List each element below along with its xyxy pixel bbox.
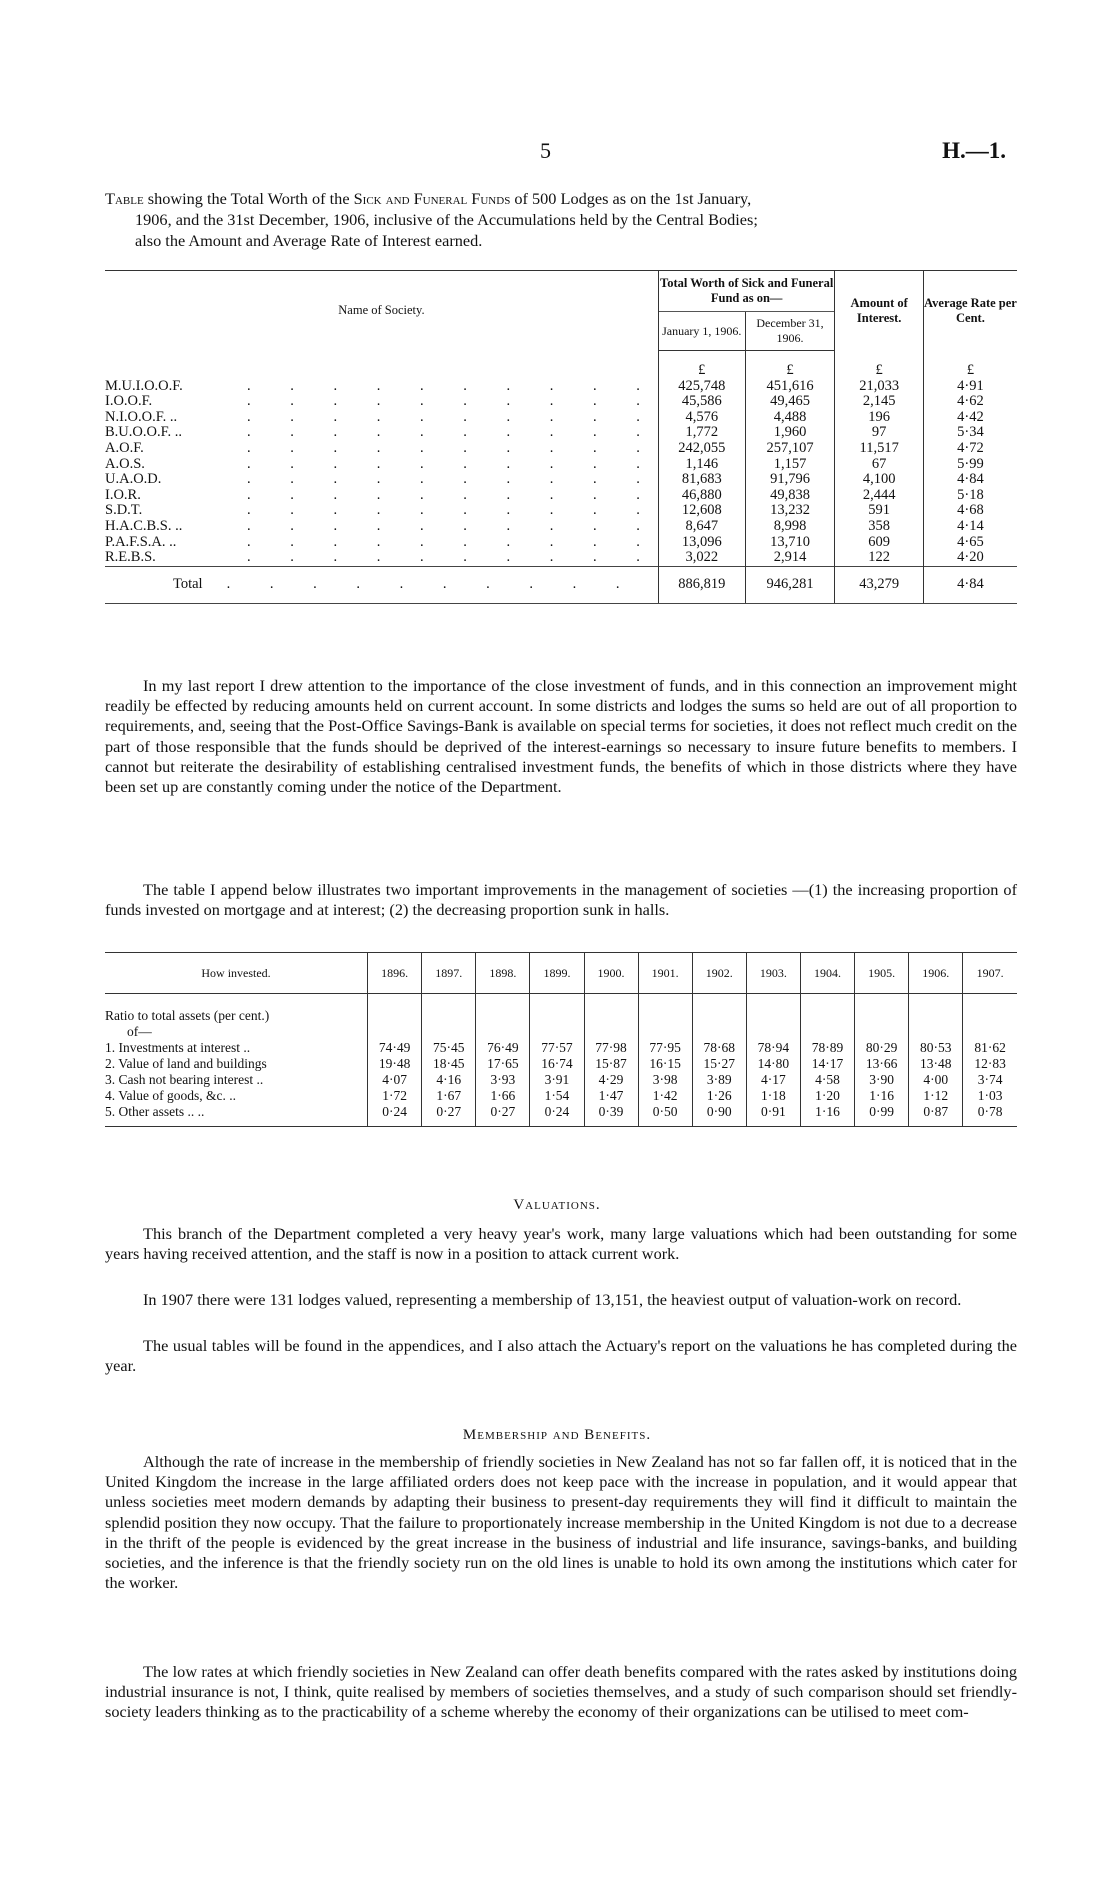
ratio-label-row bbox=[105, 994, 1017, 1025]
investment-value: 4·29 bbox=[584, 1072, 638, 1088]
investment-value: 3·89 bbox=[692, 1072, 746, 1088]
society-jan: 81,683 bbox=[658, 472, 745, 488]
of-label-row bbox=[105, 1024, 1017, 1040]
header-year: 1902. bbox=[692, 953, 746, 994]
society-interest: 609 bbox=[835, 535, 923, 551]
header-year: 1903. bbox=[746, 953, 800, 994]
society-row: H.A.C.B.S. .. . . . . . . . . . . 8,647 8,998 358 4·14 bbox=[105, 519, 1017, 535]
units-row: £ £ £ £ bbox=[105, 351, 1017, 379]
investment-value: 75·45 bbox=[422, 1040, 476, 1056]
society-row: I.O.O.F. . . . . . . . . . . 45,586 49,465 2,145 4·62 bbox=[105, 394, 1017, 410]
total-label: Total bbox=[173, 575, 203, 592]
society-rate: 4·91 bbox=[923, 379, 1017, 395]
society-row: A.O.S. . . . . . . . . . . 1,146 1,157 67 5·99 bbox=[105, 457, 1017, 473]
society-name: H.A.C.B.S. .. bbox=[105, 517, 183, 534]
total-rate: 4·84 bbox=[923, 566, 1017, 603]
society-dec: 2,914 bbox=[745, 550, 835, 566]
investment-value: 12·83 bbox=[963, 1056, 1017, 1072]
header-name-of-society: Name of Society. bbox=[105, 271, 658, 351]
investment-value: 1·26 bbox=[692, 1088, 746, 1104]
header-january-1906: January 1, 1906. bbox=[658, 312, 745, 351]
investment-value: 4·07 bbox=[368, 1072, 422, 1088]
society-name: P.A.F.S.A. .. bbox=[105, 533, 177, 550]
valuations-paragraph-3: The usual tables will be found in the appendices, and I also attach the Actuary's report on the valuations he has completed during the year. bbox=[105, 1336, 1017, 1376]
society-interest: 11,517 bbox=[835, 441, 923, 457]
paragraph-close-investment: In my last report I drew attention to the importance of the close investment of funds, and in this connection an improvement might readily be effected by reducing amounts held on current account. In some districts and lodges the sums so held are out of all proportion to requirements, and, seeing that the Post-Office Savings-Bank is available on special terms for societies, it does not reflect much credit on the part of those responsible that the funds should be deprived of the interest-earnings so necessary to insure future benefits to members. I cannot but reiterate the desirability of establishing centralised investment funds, the benefits of which in those districts where they have been set up are constantly coming under the notice of the Department. bbox=[105, 676, 1017, 797]
investment-value: 77·95 bbox=[638, 1040, 692, 1056]
investment-value: 0·24 bbox=[530, 1104, 584, 1127]
investment-label: 2. Value of land and buildings bbox=[105, 1056, 267, 1071]
society-dec: 13,710 bbox=[745, 535, 835, 551]
society-dec: 91,796 bbox=[745, 472, 835, 488]
investment-value: 0·99 bbox=[855, 1104, 909, 1127]
valuations-paragraph-1: This branch of the Department completed a very heavy year's work, many large valuations which had been outstanding for some years having received attention, and the staff is now in a position to attack current work. bbox=[105, 1224, 1017, 1264]
society-row: A.O.F. . . . . . . . . . . 242,055 257,107 11,517 4·72 bbox=[105, 441, 1017, 457]
investment-value: 19·48 bbox=[368, 1056, 422, 1072]
investment-value: 77·57 bbox=[530, 1040, 584, 1056]
society-name: U.A.O.D. bbox=[105, 471, 162, 488]
society-rate: 5·34 bbox=[923, 425, 1017, 441]
total-interest: 43,279 bbox=[835, 566, 923, 603]
society-jan: 1,772 bbox=[658, 425, 745, 441]
total-row: Total . . . . . . . . . . 886,819 946,281 43,279 4·84 bbox=[105, 566, 1017, 603]
investment-value: 76·49 bbox=[476, 1040, 530, 1056]
investment-value: 0·50 bbox=[638, 1104, 692, 1127]
society-name: I.O.O.F. bbox=[105, 393, 153, 410]
society-interest: 97 bbox=[835, 425, 923, 441]
society-interest: 358 bbox=[835, 519, 923, 535]
society-dec: 451,616 bbox=[745, 379, 835, 395]
society-rate: 4·68 bbox=[923, 503, 1017, 519]
investment-value: 3·98 bbox=[638, 1072, 692, 1088]
header-year: 1901. bbox=[638, 953, 692, 994]
investment-ratio-body bbox=[105, 994, 1017, 1127]
society-dec: 8,998 bbox=[745, 519, 835, 535]
investment-value: 17·65 bbox=[476, 1056, 530, 1072]
society-rate: 5·99 bbox=[923, 457, 1017, 473]
investment-value: 1·54 bbox=[530, 1088, 584, 1104]
society-jan: 1,146 bbox=[658, 457, 745, 473]
society-dec: 49,465 bbox=[745, 394, 835, 410]
society-dec: 1,960 bbox=[745, 425, 835, 441]
membership-heading: Membership and Benefits. bbox=[462, 1427, 652, 1443]
investment-row bbox=[105, 1056, 1017, 1072]
investment-value: 3·90 bbox=[855, 1072, 909, 1088]
society-jan: 3,022 bbox=[658, 550, 745, 566]
table-caption: Table showing the Total Worth of the Sick and Funeral Funds of 500 Lodges as on the 1st January, 1906, and the 31st December, 1906, inclusive of the Accumulations held by the Central Bodies; also the Amount and Average Rate of Interest earned. bbox=[105, 189, 758, 250]
investment-value: 0·87 bbox=[909, 1104, 963, 1127]
society-rate: 4·72 bbox=[923, 441, 1017, 457]
society-jan: 13,096 bbox=[658, 535, 745, 551]
investment-row bbox=[105, 1088, 1017, 1104]
header-amount-of-interest: Amount of Interest. bbox=[835, 271, 923, 351]
header-year: 1897. bbox=[422, 953, 476, 994]
investment-value: 1·03 bbox=[963, 1088, 1017, 1104]
investment-value: 4·17 bbox=[746, 1072, 800, 1088]
society-interest: 122 bbox=[835, 550, 923, 566]
society-interest: 4,100 bbox=[835, 472, 923, 488]
society-name: R.E.B.S. bbox=[105, 549, 156, 566]
society-interest: 591 bbox=[835, 503, 923, 519]
investment-value: 3·91 bbox=[530, 1072, 584, 1088]
society-interest: 21,033 bbox=[835, 379, 923, 395]
society-row: B.U.O.O.F. .. . . . . . . . . . . 1,772 1,960 97 5·34 bbox=[105, 425, 1017, 441]
investment-value: 13·48 bbox=[909, 1056, 963, 1072]
society-name: I.O.R. bbox=[105, 486, 141, 503]
header-average-rate: Average Rate per Cent. bbox=[923, 271, 1017, 351]
investment-value: 1·12 bbox=[909, 1088, 963, 1104]
investment-value: 81·62 bbox=[963, 1040, 1017, 1056]
investment-value: 3·74 bbox=[963, 1072, 1017, 1088]
investment-label: 5. Other assets .. .. bbox=[105, 1104, 368, 1127]
investment-value: 14·80 bbox=[746, 1056, 800, 1072]
society-name: M.U.I.O.O.F. bbox=[105, 377, 183, 394]
investment-value: 1·47 bbox=[584, 1088, 638, 1104]
investment-value: 16·74 bbox=[530, 1056, 584, 1072]
investment-value: 1·42 bbox=[638, 1088, 692, 1104]
header-total-worth: Total Worth of Sick and Funeral Fund as on— bbox=[658, 271, 835, 312]
society-dec: 1,157 bbox=[745, 457, 835, 473]
membership-paragraph-2: The low rates at which friendly societies in New Zealand can offer death benefits compared with the rates asked by institutions doing industrial insurance is not, I think, quite realised by members of societies themselves, and a study of such comparison should set friendly-society leaders thinking as to the practicability of a scheme whereby the economy of their organizations can be utilised to meet com- bbox=[105, 1662, 1017, 1722]
investment-value: 74·49 bbox=[368, 1040, 422, 1056]
investment-value: 80·29 bbox=[855, 1040, 909, 1056]
investment-value: 0·78 bbox=[963, 1104, 1017, 1127]
investment-label: 3. Cash not bearing interest .. bbox=[105, 1072, 264, 1087]
paragraph-append-table: The table I append below illustrates two important improvements in the management of societies —(1) the increasing proportion of funds invested on mortgage and at interest; (2) the decreasing proportion sunk in halls. bbox=[105, 880, 1017, 920]
page-header bbox=[0, 138, 1114, 168]
investment-value: 0·24 bbox=[368, 1104, 422, 1127]
investment-value: 0·90 bbox=[692, 1104, 746, 1127]
investment-value: 1·66 bbox=[476, 1088, 530, 1104]
lodge-funds-table bbox=[105, 270, 1017, 604]
investment-value: 4·16 bbox=[422, 1072, 476, 1088]
ratio-label: Ratio to total assets (per cent.) bbox=[105, 1008, 270, 1023]
investment-value: 14·17 bbox=[800, 1056, 854, 1072]
society-row: P.A.F.S.A. .. . . . . . . . . . . 13,096 13,710 609 4·65 bbox=[105, 535, 1017, 551]
investment-value: 1·16 bbox=[800, 1104, 854, 1127]
society-row: N.I.O.O.F. .. . . . . . . . . . . 4,576 4,488 196 4·42 bbox=[105, 410, 1017, 426]
society-row: R.E.B.S. . . . . . . . . . . 3,022 2,914 122 4·20 bbox=[105, 550, 1017, 566]
society-name: A.O.S. bbox=[105, 455, 145, 472]
society-rate: 5·18 bbox=[923, 488, 1017, 504]
investment-value: 77·98 bbox=[584, 1040, 638, 1056]
society-row: M.U.I.O.O.F. . . . . . . . . . . 425,748 451,616 21,033 4·91 bbox=[105, 379, 1017, 395]
valuations-paragraph-2: In 1907 there were 131 lodges valued, representing a membership of 13,151, the heaviest output of valuation-work on record. bbox=[143, 1290, 962, 1309]
investment-value: 0·39 bbox=[584, 1104, 638, 1127]
investment-label: 1. Investments at interest .. bbox=[105, 1040, 251, 1055]
society-name: B.U.O.O.F. .. bbox=[105, 424, 182, 441]
society-rate: 4·62 bbox=[923, 394, 1017, 410]
society-name: A.O.F. bbox=[105, 439, 144, 456]
caption-table-word: Table bbox=[105, 189, 144, 208]
header-year: 1905. bbox=[855, 953, 909, 994]
total-dec: 946,281 bbox=[745, 566, 835, 603]
society-rate: 4·20 bbox=[923, 550, 1017, 566]
society-interest: 67 bbox=[835, 457, 923, 473]
investment-header-row bbox=[105, 953, 1017, 994]
valuations-heading: Valuations. bbox=[513, 1197, 601, 1213]
investment-value: 0·91 bbox=[746, 1104, 800, 1127]
investment-value: 18·45 bbox=[422, 1056, 476, 1072]
society-row: S.D.T. . . . . . . . . . . 12,608 13,232 591 4·68 bbox=[105, 503, 1017, 519]
investment-value: 80·53 bbox=[909, 1040, 963, 1056]
investment-row bbox=[105, 1072, 1017, 1088]
society-jan: 12,608 bbox=[658, 503, 745, 519]
society-rate: 4·84 bbox=[923, 472, 1017, 488]
header-year: 1906. bbox=[909, 953, 963, 994]
investment-value: 1·16 bbox=[855, 1088, 909, 1104]
investment-value: 1·18 bbox=[746, 1088, 800, 1104]
investment-ratio-table bbox=[105, 952, 1017, 1127]
society-rate: 4·65 bbox=[923, 535, 1017, 551]
of-label: of— bbox=[127, 1024, 152, 1039]
investment-value: 4·00 bbox=[909, 1072, 963, 1088]
investment-value: 1·67 bbox=[422, 1088, 476, 1104]
investment-row bbox=[105, 1040, 1017, 1056]
investment-value: 1·72 bbox=[368, 1088, 422, 1104]
society-interest: 196 bbox=[835, 410, 923, 426]
society-row: U.A.O.D. . . . . . . . . . . 81,683 91,796 4,100 4·84 bbox=[105, 472, 1017, 488]
investment-value: 15·87 bbox=[584, 1056, 638, 1072]
investment-value: 78·68 bbox=[692, 1040, 746, 1056]
society-row: I.O.R. . . . . . . . . . . 46,880 49,838 2,444 5·18 bbox=[105, 488, 1017, 504]
header-how-invested: How invested. bbox=[105, 953, 368, 994]
investment-label: 4. Value of goods, &c. .. bbox=[105, 1088, 236, 1103]
investment-value: 0·27 bbox=[422, 1104, 476, 1127]
investment-value: 1·20 bbox=[800, 1088, 854, 1104]
society-jan: 4,576 bbox=[658, 410, 745, 426]
society-interest: 2,444 bbox=[835, 488, 923, 504]
society-dec: 4,488 bbox=[745, 410, 835, 426]
header-december-1906: December 31, 1906. bbox=[745, 312, 835, 351]
page-number: 5 bbox=[540, 138, 551, 163]
investment-value: 78·94 bbox=[746, 1040, 800, 1056]
society-dec: 13,232 bbox=[745, 503, 835, 519]
society-name: N.I.O.O.F. .. bbox=[105, 408, 178, 425]
total-jan: 886,819 bbox=[658, 566, 745, 603]
investment-value: 78·89 bbox=[800, 1040, 854, 1056]
society-rate: 4·42 bbox=[923, 410, 1017, 426]
header-year: 1899. bbox=[530, 953, 584, 994]
society-jan: 242,055 bbox=[658, 441, 745, 457]
investment-value: 3·93 bbox=[476, 1072, 530, 1088]
society-jan: 46,880 bbox=[658, 488, 745, 504]
society-jan: 45,586 bbox=[658, 394, 745, 410]
header-year: 1898. bbox=[476, 953, 530, 994]
header-year: 1907. bbox=[963, 953, 1017, 994]
society-rate: 4·14 bbox=[923, 519, 1017, 535]
society-interest: 2,145 bbox=[835, 394, 923, 410]
society-dec: 257,107 bbox=[745, 441, 835, 457]
investment-value: 13·66 bbox=[855, 1056, 909, 1072]
society-jan: 8,647 bbox=[658, 519, 745, 535]
lodge-funds-body bbox=[105, 351, 1017, 567]
header-year: 1900. bbox=[584, 953, 638, 994]
investment-value: 0·27 bbox=[476, 1104, 530, 1127]
society-dec: 49,838 bbox=[745, 488, 835, 504]
header-year: 1904. bbox=[800, 953, 854, 994]
membership-paragraph-1: Although the rate of increase in the membership of friendly societies in New Zealand has not so far fallen off, it is noticed that in the United Kingdom the increase in the large affiliated orders does not keep pace with the increase in population, and it would appear that unless societies meet modern demands by adapting their business to present-day requirements they will find it difficult to maintain the splendid position they now occupy. That the failure to proportionately increase membership in the United Kingdom is not due to a decrease in the thrift of the people is evidenced by the great increase in the business of industrial and life insurance, savings-banks, and building societies, and the inference is that the friendly society run on the old lines is unable to hold its own among the institutions which cater for the worker. bbox=[105, 1452, 1017, 1593]
society-jan: 425,748 bbox=[658, 379, 745, 395]
investment-value: 16·15 bbox=[638, 1056, 692, 1072]
investment-row bbox=[105, 1104, 1017, 1127]
document-reference: H.—1. bbox=[942, 138, 1006, 163]
investment-value: 15·27 bbox=[692, 1056, 746, 1072]
society-name: S.D.T. bbox=[105, 502, 143, 519]
header-year: 1896. bbox=[368, 953, 422, 994]
investment-value: 4·58 bbox=[800, 1072, 854, 1088]
